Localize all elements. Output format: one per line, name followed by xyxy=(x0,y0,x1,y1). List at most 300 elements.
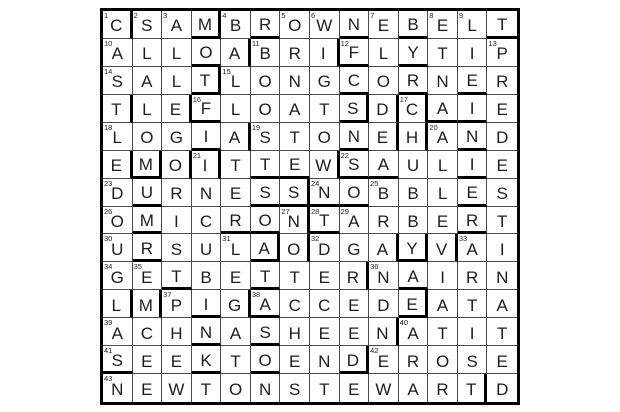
grid-cell[interactable] xyxy=(162,11,192,39)
cell-letter: E xyxy=(141,351,153,371)
grid-cell[interactable] xyxy=(192,290,222,318)
grid-cell[interactable] xyxy=(133,95,163,123)
grid-cell[interactable] xyxy=(340,262,370,290)
grid-cell[interactable] xyxy=(487,95,517,123)
cell-letter: E xyxy=(289,351,301,371)
grid-cell[interactable] xyxy=(310,318,340,346)
cell-letter: L xyxy=(142,44,152,64)
grid-cell[interactable] xyxy=(103,179,133,207)
grid-cell[interactable] xyxy=(340,234,370,262)
grid-cell[interactable] xyxy=(340,95,370,123)
grid-cell[interactable] xyxy=(103,151,133,179)
grid-cell[interactable] xyxy=(369,346,399,374)
grid-cell[interactable] xyxy=(192,151,222,179)
cell-letter: D xyxy=(496,380,509,400)
grid-cell[interactable] xyxy=(340,374,370,402)
grid-cell[interactable] xyxy=(103,318,133,346)
cell-letter: R xyxy=(465,210,479,230)
cell-letter: O xyxy=(110,211,124,231)
grid-cell[interactable] xyxy=(162,95,192,123)
grid-cell[interactable] xyxy=(369,290,399,318)
clue-number: 17 xyxy=(399,94,409,104)
grid-cell[interactable] xyxy=(162,374,192,402)
grid-cell[interactable] xyxy=(487,179,517,207)
grid-cell[interactable] xyxy=(280,346,310,374)
grid-cell[interactable] xyxy=(487,123,517,151)
grid-cell[interactable] xyxy=(251,262,281,290)
cell-letter: M xyxy=(138,295,153,315)
grid-cell[interactable] xyxy=(162,67,192,95)
grid-cell[interactable] xyxy=(310,179,340,207)
grid-cell[interactable] xyxy=(487,290,517,318)
clue-number: 6 xyxy=(310,11,316,20)
grid-cell[interactable] xyxy=(399,179,429,207)
grid-cell[interactable] xyxy=(340,290,370,318)
grid-cell[interactable] xyxy=(251,290,281,318)
grid-cell[interactable] xyxy=(162,346,192,374)
cell-letter: E xyxy=(406,294,418,314)
grid-cell[interactable] xyxy=(280,262,310,290)
cell-letter: H xyxy=(405,128,419,148)
grid-cell[interactable] xyxy=(221,11,251,39)
cell-letter: S xyxy=(347,99,359,119)
clue-number: 43 xyxy=(104,374,113,384)
clue-number: 2 xyxy=(133,11,138,20)
cell-letter: B xyxy=(407,211,419,231)
cell-letter: T xyxy=(319,210,330,230)
grid-cell[interactable] xyxy=(369,179,399,207)
cell-letter: R xyxy=(465,267,479,287)
grid-cell[interactable] xyxy=(280,39,310,67)
clue-number: 26 xyxy=(104,206,113,216)
clue-number: 14 xyxy=(104,66,113,76)
grid-cell[interactable] xyxy=(280,234,310,262)
cell-letter: E xyxy=(436,211,449,231)
grid-cell[interactable] xyxy=(458,346,488,374)
grid-cell[interactable] xyxy=(251,123,281,151)
grid-cell[interactable] xyxy=(369,234,399,262)
grid-cell[interactable] xyxy=(399,39,429,67)
grid-cell[interactable] xyxy=(251,234,281,262)
cell-letter: N xyxy=(347,15,360,35)
cell-letter: T xyxy=(200,380,212,400)
grid-cell[interactable] xyxy=(428,151,458,179)
grid-cell[interactable] xyxy=(340,207,370,235)
grid-cell[interactable] xyxy=(103,234,133,262)
cell-letter: U xyxy=(111,239,124,259)
cell-letter: E xyxy=(377,16,390,36)
cell-letter: C xyxy=(318,295,331,315)
grid-cell[interactable] xyxy=(458,95,488,123)
grid-cell[interactable] xyxy=(310,346,340,374)
grid-cell[interactable] xyxy=(487,67,517,95)
cell-letter: L xyxy=(142,100,152,120)
grid-cell[interactable] xyxy=(133,290,163,318)
grid-cell[interactable] xyxy=(280,207,310,235)
grid-cell[interactable] xyxy=(221,179,251,207)
grid-cell[interactable] xyxy=(399,95,429,123)
grid-cell[interactable] xyxy=(221,39,251,67)
cell-letter: E xyxy=(376,128,389,148)
grid-cell[interactable] xyxy=(458,179,488,207)
cell-letter: E xyxy=(496,156,508,176)
grid-cell[interactable] xyxy=(487,262,517,290)
grid-cell[interactable] xyxy=(280,318,310,346)
cell-letter: E xyxy=(496,100,508,120)
cell-letter: Y xyxy=(406,238,418,258)
cell-letter: E xyxy=(436,16,449,36)
grid-cell[interactable] xyxy=(192,318,222,346)
grid-cell[interactable] xyxy=(103,39,133,67)
grid-cell[interactable] xyxy=(133,318,163,346)
cell-letter: T xyxy=(465,380,477,400)
grid-cell[interactable] xyxy=(133,346,163,374)
cell-letter: B xyxy=(377,184,390,204)
grid-cell[interactable] xyxy=(162,262,192,290)
cell-letter: E xyxy=(348,380,360,400)
cell-letter: S xyxy=(496,184,508,204)
cell-letter: P xyxy=(170,295,183,315)
grid-cell[interactable] xyxy=(221,123,251,151)
grid-cell[interactable] xyxy=(251,39,281,67)
cell-letter: N xyxy=(199,184,213,204)
grid-cell[interactable] xyxy=(133,234,163,262)
grid-cell[interactable] xyxy=(428,179,458,207)
cell-letter: I xyxy=(174,211,179,231)
grid-cell[interactable] xyxy=(310,290,340,318)
grid-cell[interactable] xyxy=(428,39,458,67)
cell-letter: U xyxy=(199,239,213,259)
cell-letter: T xyxy=(230,351,241,371)
grid-cell[interactable] xyxy=(251,207,281,235)
grid-cell[interactable] xyxy=(192,207,222,235)
cell-letter: D xyxy=(318,239,331,259)
grid-cell[interactable] xyxy=(340,11,370,39)
grid-cell[interactable] xyxy=(251,11,281,39)
cell-letter: B xyxy=(229,16,242,36)
cell-letter: T xyxy=(289,128,300,148)
cell-letter: S xyxy=(111,350,123,370)
grid-cell[interactable] xyxy=(369,39,399,67)
grid-cell[interactable] xyxy=(221,318,251,346)
grid-cell[interactable] xyxy=(310,95,340,123)
cell-letter: N xyxy=(318,351,331,371)
grid-cell[interactable] xyxy=(251,179,281,207)
grid-cell[interactable] xyxy=(221,67,251,95)
grid-cell[interactable] xyxy=(192,123,222,151)
grid-cell[interactable] xyxy=(458,123,488,151)
clue-number: 33 xyxy=(458,234,468,244)
grid-cell[interactable] xyxy=(369,374,399,402)
cell-letter: G xyxy=(110,267,124,287)
grid-cell[interactable] xyxy=(428,374,458,402)
grid-cell[interactable] xyxy=(399,11,429,39)
cell-letter: W xyxy=(316,16,333,36)
cell-letter: E xyxy=(169,100,182,120)
cell-letter: K xyxy=(200,350,212,370)
grid-cell[interactable] xyxy=(192,262,222,290)
grid-cell[interactable] xyxy=(221,290,251,318)
cell-letter: C xyxy=(405,100,419,120)
grid-cell[interactable] xyxy=(280,95,310,123)
grid-cell[interactable] xyxy=(487,234,517,262)
grid-cell[interactable] xyxy=(103,374,133,402)
cell-letter: A xyxy=(228,44,241,64)
cell-letter: W xyxy=(375,380,392,400)
grid-cell[interactable] xyxy=(428,95,458,123)
cell-letter: O xyxy=(287,239,301,259)
grid-cell[interactable] xyxy=(310,67,340,95)
grid-cell[interactable] xyxy=(221,346,251,374)
clue-number: 31 xyxy=(222,234,231,244)
cell-letter: N xyxy=(436,72,449,92)
grid-cell[interactable] xyxy=(458,67,488,95)
cell-letter: W xyxy=(168,380,185,400)
grid-cell[interactable] xyxy=(221,151,251,179)
grid-cell[interactable] xyxy=(310,207,340,235)
cell-letter: I xyxy=(469,323,475,343)
grid-cell[interactable] xyxy=(458,290,488,318)
cell-letter: N xyxy=(465,127,479,147)
grid-cell[interactable] xyxy=(103,11,133,39)
grid-cell[interactable] xyxy=(251,151,281,179)
grid-cell[interactable] xyxy=(340,179,370,207)
grid-cell[interactable] xyxy=(103,346,133,374)
cell-letter: I xyxy=(499,239,505,259)
clue-number: 20 xyxy=(429,122,438,132)
grid-cell[interactable] xyxy=(103,207,133,235)
clue-number: 24 xyxy=(310,178,320,188)
cell-letter: T xyxy=(289,267,300,287)
clue-number: 13 xyxy=(488,38,497,48)
crossword-grid xyxy=(100,8,520,405)
grid-cell[interactable] xyxy=(340,318,370,346)
grid-cell[interactable] xyxy=(133,179,163,207)
grid-cell[interactable] xyxy=(162,123,192,151)
clue-number: 4 xyxy=(222,11,227,20)
cell-letter: L xyxy=(230,72,241,92)
grid-cell[interactable] xyxy=(192,39,222,67)
grid-cell[interactable] xyxy=(310,234,340,262)
cell-letter: B xyxy=(200,267,212,287)
grid-cell[interactable] xyxy=(162,234,192,262)
cell-letter: R xyxy=(229,210,242,230)
grid-cell[interactable] xyxy=(428,262,458,290)
cell-letter: E xyxy=(141,380,153,400)
grid-cell[interactable] xyxy=(251,318,281,346)
cell-letter: A xyxy=(259,294,271,314)
grid-cell[interactable] xyxy=(428,67,458,95)
grid-cell[interactable] xyxy=(103,262,133,290)
grid-cell[interactable] xyxy=(192,67,222,95)
grid-cell[interactable] xyxy=(133,151,163,179)
cell-letter: U xyxy=(140,183,153,203)
cell-letter: D xyxy=(376,100,389,120)
grid-cell[interactable] xyxy=(280,374,310,402)
grid-cell[interactable] xyxy=(428,346,458,374)
grid-cell[interactable] xyxy=(133,374,163,402)
grid-cell[interactable] xyxy=(369,318,399,346)
cell-letter: A xyxy=(436,295,449,315)
cell-letter: T xyxy=(466,295,478,315)
cell-letter: D xyxy=(377,295,390,315)
grid-cell[interactable] xyxy=(251,67,281,95)
grid-cell[interactable] xyxy=(458,207,488,235)
grid-cell[interactable] xyxy=(428,11,458,39)
grid-cell[interactable] xyxy=(369,207,399,235)
cell-letter: C xyxy=(110,16,123,36)
cell-letter: O xyxy=(288,16,302,36)
grid-cell[interactable] xyxy=(399,346,429,374)
grid-cell[interactable] xyxy=(192,11,222,39)
grid-cell[interactable] xyxy=(192,346,222,374)
grid-cell[interactable] xyxy=(280,11,310,39)
cell-letter: O xyxy=(140,128,154,148)
grid-cell[interactable] xyxy=(399,234,429,262)
grid-cell[interactable] xyxy=(487,318,517,346)
cell-letter: O xyxy=(347,183,361,203)
grid-cell[interactable] xyxy=(133,39,163,67)
grid-cell[interactable] xyxy=(369,262,399,290)
cell-letter: I xyxy=(202,156,208,176)
grid-cell[interactable] xyxy=(280,290,310,318)
grid-cell[interactable] xyxy=(133,262,163,290)
cell-letter: F xyxy=(200,99,212,119)
cell-letter: T xyxy=(319,100,330,120)
grid-cell[interactable] xyxy=(133,67,163,95)
grid-cell[interactable] xyxy=(251,374,281,402)
clue-number: 22 xyxy=(340,150,349,160)
grid-cell[interactable] xyxy=(103,290,133,318)
grid-cell[interactable] xyxy=(221,234,251,262)
grid-cell[interactable] xyxy=(369,151,399,179)
grid-cell[interactable] xyxy=(399,290,429,318)
cell-letter: L xyxy=(230,239,241,259)
grid-cell[interactable] xyxy=(192,179,222,207)
cell-letter: A xyxy=(348,211,360,231)
grid-cell[interactable] xyxy=(369,95,399,123)
grid-cell[interactable] xyxy=(458,234,488,262)
grid-cell[interactable] xyxy=(399,374,429,402)
grid-cell[interactable] xyxy=(103,95,133,123)
grid-cell[interactable] xyxy=(310,123,340,151)
grid-cell[interactable] xyxy=(162,318,192,346)
grid-cell[interactable] xyxy=(340,346,370,374)
cell-letter: I xyxy=(469,44,475,64)
grid-cell[interactable] xyxy=(162,39,192,67)
cell-letter: S xyxy=(259,183,271,203)
grid-cell[interactable] xyxy=(458,11,488,39)
clue-number: 18 xyxy=(104,122,113,132)
grid-cell[interactable] xyxy=(340,123,370,151)
grid-cell[interactable] xyxy=(192,95,222,123)
grid-cell[interactable] xyxy=(162,179,192,207)
grid-cell[interactable] xyxy=(399,318,429,346)
grid-cell[interactable] xyxy=(310,262,340,290)
cell-letter: G xyxy=(169,128,184,148)
grid-cell[interactable] xyxy=(487,207,517,235)
grid-cell[interactable] xyxy=(221,95,251,123)
cell-letter: O xyxy=(258,350,272,370)
grid-cell[interactable] xyxy=(103,123,133,151)
grid-cell[interactable] xyxy=(458,151,488,179)
grid-cell[interactable] xyxy=(399,123,429,151)
grid-cell[interactable] xyxy=(487,374,517,402)
cell-letter: N xyxy=(377,267,390,287)
clue-number: 41 xyxy=(104,346,113,356)
grid-cell[interactable] xyxy=(399,151,429,179)
grid-cell[interactable] xyxy=(280,67,310,95)
grid-cell[interactable] xyxy=(458,39,488,67)
grid-cell[interactable] xyxy=(310,151,340,179)
grid-cell[interactable] xyxy=(162,290,192,318)
grid-cell[interactable] xyxy=(251,346,281,374)
grid-cell[interactable] xyxy=(428,234,458,262)
grid-cell[interactable] xyxy=(280,151,310,179)
grid-cell[interactable] xyxy=(369,11,399,39)
grid-cell[interactable] xyxy=(428,290,458,318)
grid-cell[interactable] xyxy=(487,346,517,374)
cell-letter: N xyxy=(376,323,389,343)
grid-cell[interactable] xyxy=(399,67,429,95)
grid-cell[interactable] xyxy=(280,179,310,207)
grid-cell[interactable] xyxy=(280,123,310,151)
grid-cell[interactable] xyxy=(133,11,163,39)
grid-cell[interactable] xyxy=(369,67,399,95)
grid-cell[interactable] xyxy=(458,374,488,402)
cell-letter: D xyxy=(346,350,359,370)
grid-cell[interactable] xyxy=(369,123,399,151)
grid-cell[interactable] xyxy=(192,234,222,262)
grid-cell[interactable] xyxy=(221,207,251,235)
grid-cell[interactable] xyxy=(487,39,517,67)
cell-letter: L xyxy=(111,295,122,315)
cell-letter: O xyxy=(376,72,391,92)
grid-cell[interactable] xyxy=(192,374,222,402)
grid-cell[interactable] xyxy=(399,262,429,290)
grid-cell[interactable] xyxy=(310,39,340,67)
grid-cell[interactable] xyxy=(221,374,251,402)
grid-cell[interactable] xyxy=(399,207,429,235)
grid-cell[interactable] xyxy=(487,151,517,179)
cell-letter: N xyxy=(347,127,360,147)
grid-cell[interactable] xyxy=(103,67,133,95)
grid-cell[interactable] xyxy=(340,151,370,179)
grid-cell[interactable] xyxy=(458,262,488,290)
grid-cell[interactable] xyxy=(310,374,340,402)
cell-letter: N xyxy=(199,322,213,342)
cell-letter: Y xyxy=(407,43,419,63)
cell-letter: S xyxy=(466,351,478,371)
grid-cell[interactable] xyxy=(251,95,281,123)
grid-cell[interactable] xyxy=(162,207,192,235)
grid-cell[interactable] xyxy=(133,207,163,235)
cell-letter: A xyxy=(170,16,183,36)
grid-cell[interactable] xyxy=(487,11,517,39)
grid-cell[interactable] xyxy=(340,67,370,95)
grid-cell[interactable] xyxy=(428,123,458,151)
grid-cell[interactable] xyxy=(428,207,458,235)
cell-letter: C xyxy=(199,211,213,231)
grid-cell[interactable] xyxy=(221,262,251,290)
grid-cell[interactable] xyxy=(458,318,488,346)
grid-cell[interactable] xyxy=(162,151,192,179)
grid-cell[interactable] xyxy=(133,123,163,151)
grid-cell[interactable] xyxy=(340,39,370,67)
grid-cell[interactable] xyxy=(310,11,340,39)
clue-number: 10 xyxy=(104,38,113,48)
grid-cell[interactable] xyxy=(428,318,458,346)
